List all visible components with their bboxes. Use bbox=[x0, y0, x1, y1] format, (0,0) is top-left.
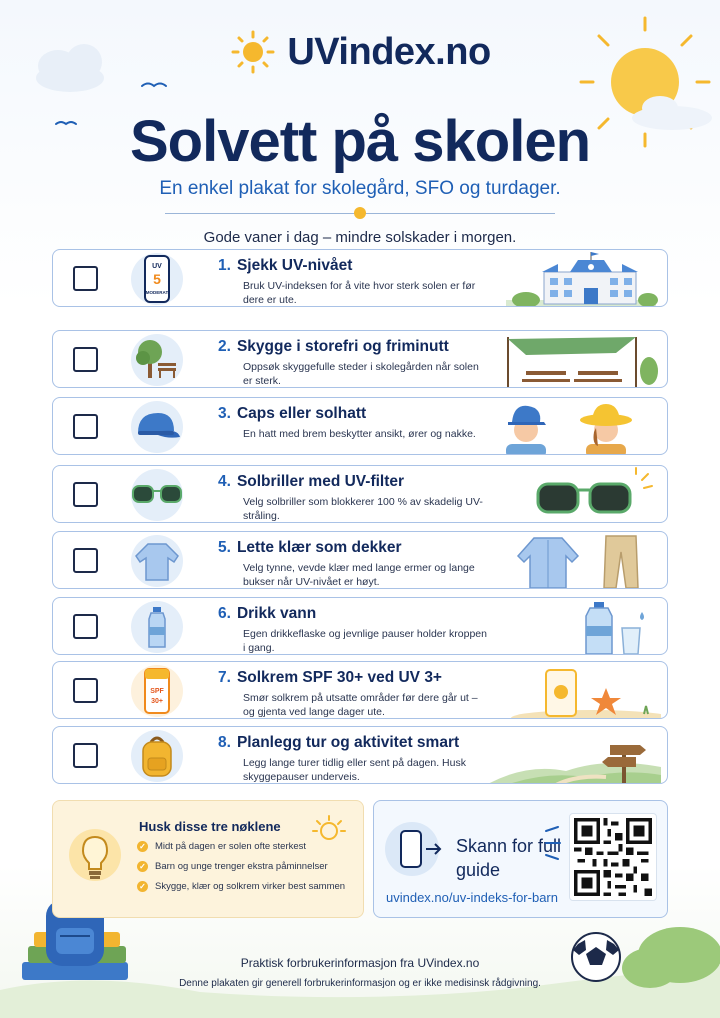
phone-uv-icon bbox=[131, 253, 183, 305]
bottle-and-glass-illustration bbox=[486, 598, 661, 655]
water-bottle-icon bbox=[131, 601, 183, 653]
qr-code[interactable] bbox=[569, 813, 657, 901]
check-icon: ✓ bbox=[137, 841, 148, 852]
children-with-hats-illustration bbox=[486, 398, 661, 455]
school-building-illustration bbox=[486, 250, 661, 307]
item-title: 3. Caps eller solhatt bbox=[218, 405, 367, 422]
backpack-icon bbox=[131, 730, 183, 782]
phone-scan-icon bbox=[382, 821, 448, 877]
sun-logo-icon bbox=[229, 28, 277, 76]
scan-box bbox=[373, 800, 668, 918]
item-title: 2. Skygge i storefri og friminutt bbox=[218, 338, 449, 355]
sunscreen-icon bbox=[131, 665, 183, 717]
checkbox[interactable] bbox=[73, 347, 98, 372]
checklist-item-4 bbox=[52, 465, 668, 523]
jacket-and-pants-illustration bbox=[486, 532, 661, 589]
guide-link[interactable]: uvindex.no/uv-indeks-for-barn bbox=[386, 890, 558, 905]
checklist-item-2 bbox=[52, 330, 668, 388]
trail-signpost-illustration bbox=[486, 727, 661, 784]
item-title: 7. Solkrem SPF 30+ ved UV 3+ bbox=[218, 669, 442, 686]
checklist-item-5 bbox=[52, 531, 668, 589]
footer-disclaimer: Denne plakaten gir generell forbrukerinformasjon og er ikke medisinsk rådgivning. bbox=[179, 978, 541, 989]
checklist-item-6 bbox=[52, 597, 668, 655]
sunglasses-illustration bbox=[486, 466, 661, 523]
uv-value: 5 bbox=[153, 271, 161, 287]
checkbox[interactable] bbox=[73, 678, 98, 703]
check-icon: ✓ bbox=[137, 881, 148, 892]
sunglasses-icon bbox=[131, 469, 183, 521]
checklist-item-7 bbox=[52, 661, 668, 719]
cap-icon bbox=[131, 401, 183, 453]
keys-item: ✓ Barn og unge trenger ekstra påminnelser bbox=[137, 861, 345, 872]
keys-item: ✓ Skygge, klær og solkrem virker best sammen bbox=[137, 881, 345, 892]
checkbox[interactable] bbox=[73, 614, 98, 639]
page-subtitle: En enkel plakat for skolegård, SFO og turdager. bbox=[159, 178, 561, 199]
scan-lines-icon bbox=[544, 825, 562, 861]
tagline: Gode vaner i dag – mindre solskader i morgen. bbox=[203, 229, 517, 246]
light-bulb-icon bbox=[67, 825, 123, 889]
scan-title: Skann for full guide bbox=[456, 836, 562, 880]
tree-icon bbox=[131, 334, 183, 386]
item-title: 5. Lette klær som dekker bbox=[218, 539, 402, 556]
checklist-item-8 bbox=[52, 726, 668, 784]
item-title: 6. Drikk vann bbox=[218, 605, 317, 622]
svg-text:SPF: SPF bbox=[150, 688, 164, 695]
keys-box bbox=[52, 800, 364, 918]
item-description: Velg solbriller som blokkerer 100 % av skadelig UV-stråling. bbox=[243, 496, 483, 522]
item-title: 8. Planlegg tur og aktivitet smart bbox=[218, 734, 460, 751]
uv-label: UV bbox=[152, 263, 162, 270]
keys-title: Husk disse tre nøklene bbox=[139, 819, 281, 834]
item-description: Oppsøk skyggefulle steder i skolegården når solen er sterk. bbox=[243, 361, 479, 387]
sun-doodle-icon bbox=[309, 813, 351, 847]
checkbox[interactable] bbox=[73, 482, 98, 507]
shirt-icon bbox=[131, 535, 183, 587]
keys-list bbox=[137, 841, 345, 901]
item-title: 4. Solbriller med UV-filter bbox=[218, 473, 405, 490]
divider-sun-dot bbox=[354, 207, 366, 219]
checkbox[interactable] bbox=[73, 414, 98, 439]
checklist-item-1 bbox=[52, 249, 668, 307]
logo bbox=[0, 28, 720, 76]
item-description: Velg tynne, vevde klær med lange ermer og lange bukser når UV-nivået er høyt. bbox=[243, 562, 475, 588]
page-title: Solvett på skolen bbox=[129, 109, 591, 174]
uv-level: MODERAT bbox=[145, 290, 169, 295]
item-description: En hatt med brem beskytter ansikt, ører og nakke. bbox=[243, 428, 476, 440]
item-title: 1. Sjekk UV-nivået bbox=[218, 257, 353, 274]
checklist-item-3 bbox=[52, 397, 668, 455]
checkbox[interactable] bbox=[73, 266, 98, 291]
logo-text: UVindex.no bbox=[287, 30, 491, 73]
keys-item: ✓ Midt på dagen er solen ofte sterkest bbox=[137, 841, 345, 852]
item-description: Bruk UV-indeksen for å vite hvor sterk solen er før dere er ute. bbox=[243, 280, 476, 306]
checkbox[interactable] bbox=[73, 548, 98, 573]
shade-sail-illustration bbox=[486, 331, 661, 388]
item-description: Smør solkrem på utsatte områder før dere går ut – og gjenta ved lange dager ute. bbox=[243, 692, 478, 718]
checkbox[interactable] bbox=[73, 743, 98, 768]
svg-text:30+: 30+ bbox=[151, 698, 163, 705]
check-icon: ✓ bbox=[137, 861, 148, 872]
footer-info: Praktisk forbrukerinformasjon fra UVindex.no bbox=[240, 956, 480, 970]
item-description: Legg lange turer tidlig eller sent på dagen. Husk skyggepauser underveis. bbox=[243, 757, 466, 783]
item-description: Egen drikkeflaske og jevnlige pauser holder kroppen i gang. bbox=[243, 628, 487, 654]
sunscreen-starfish-illustration bbox=[486, 662, 661, 719]
